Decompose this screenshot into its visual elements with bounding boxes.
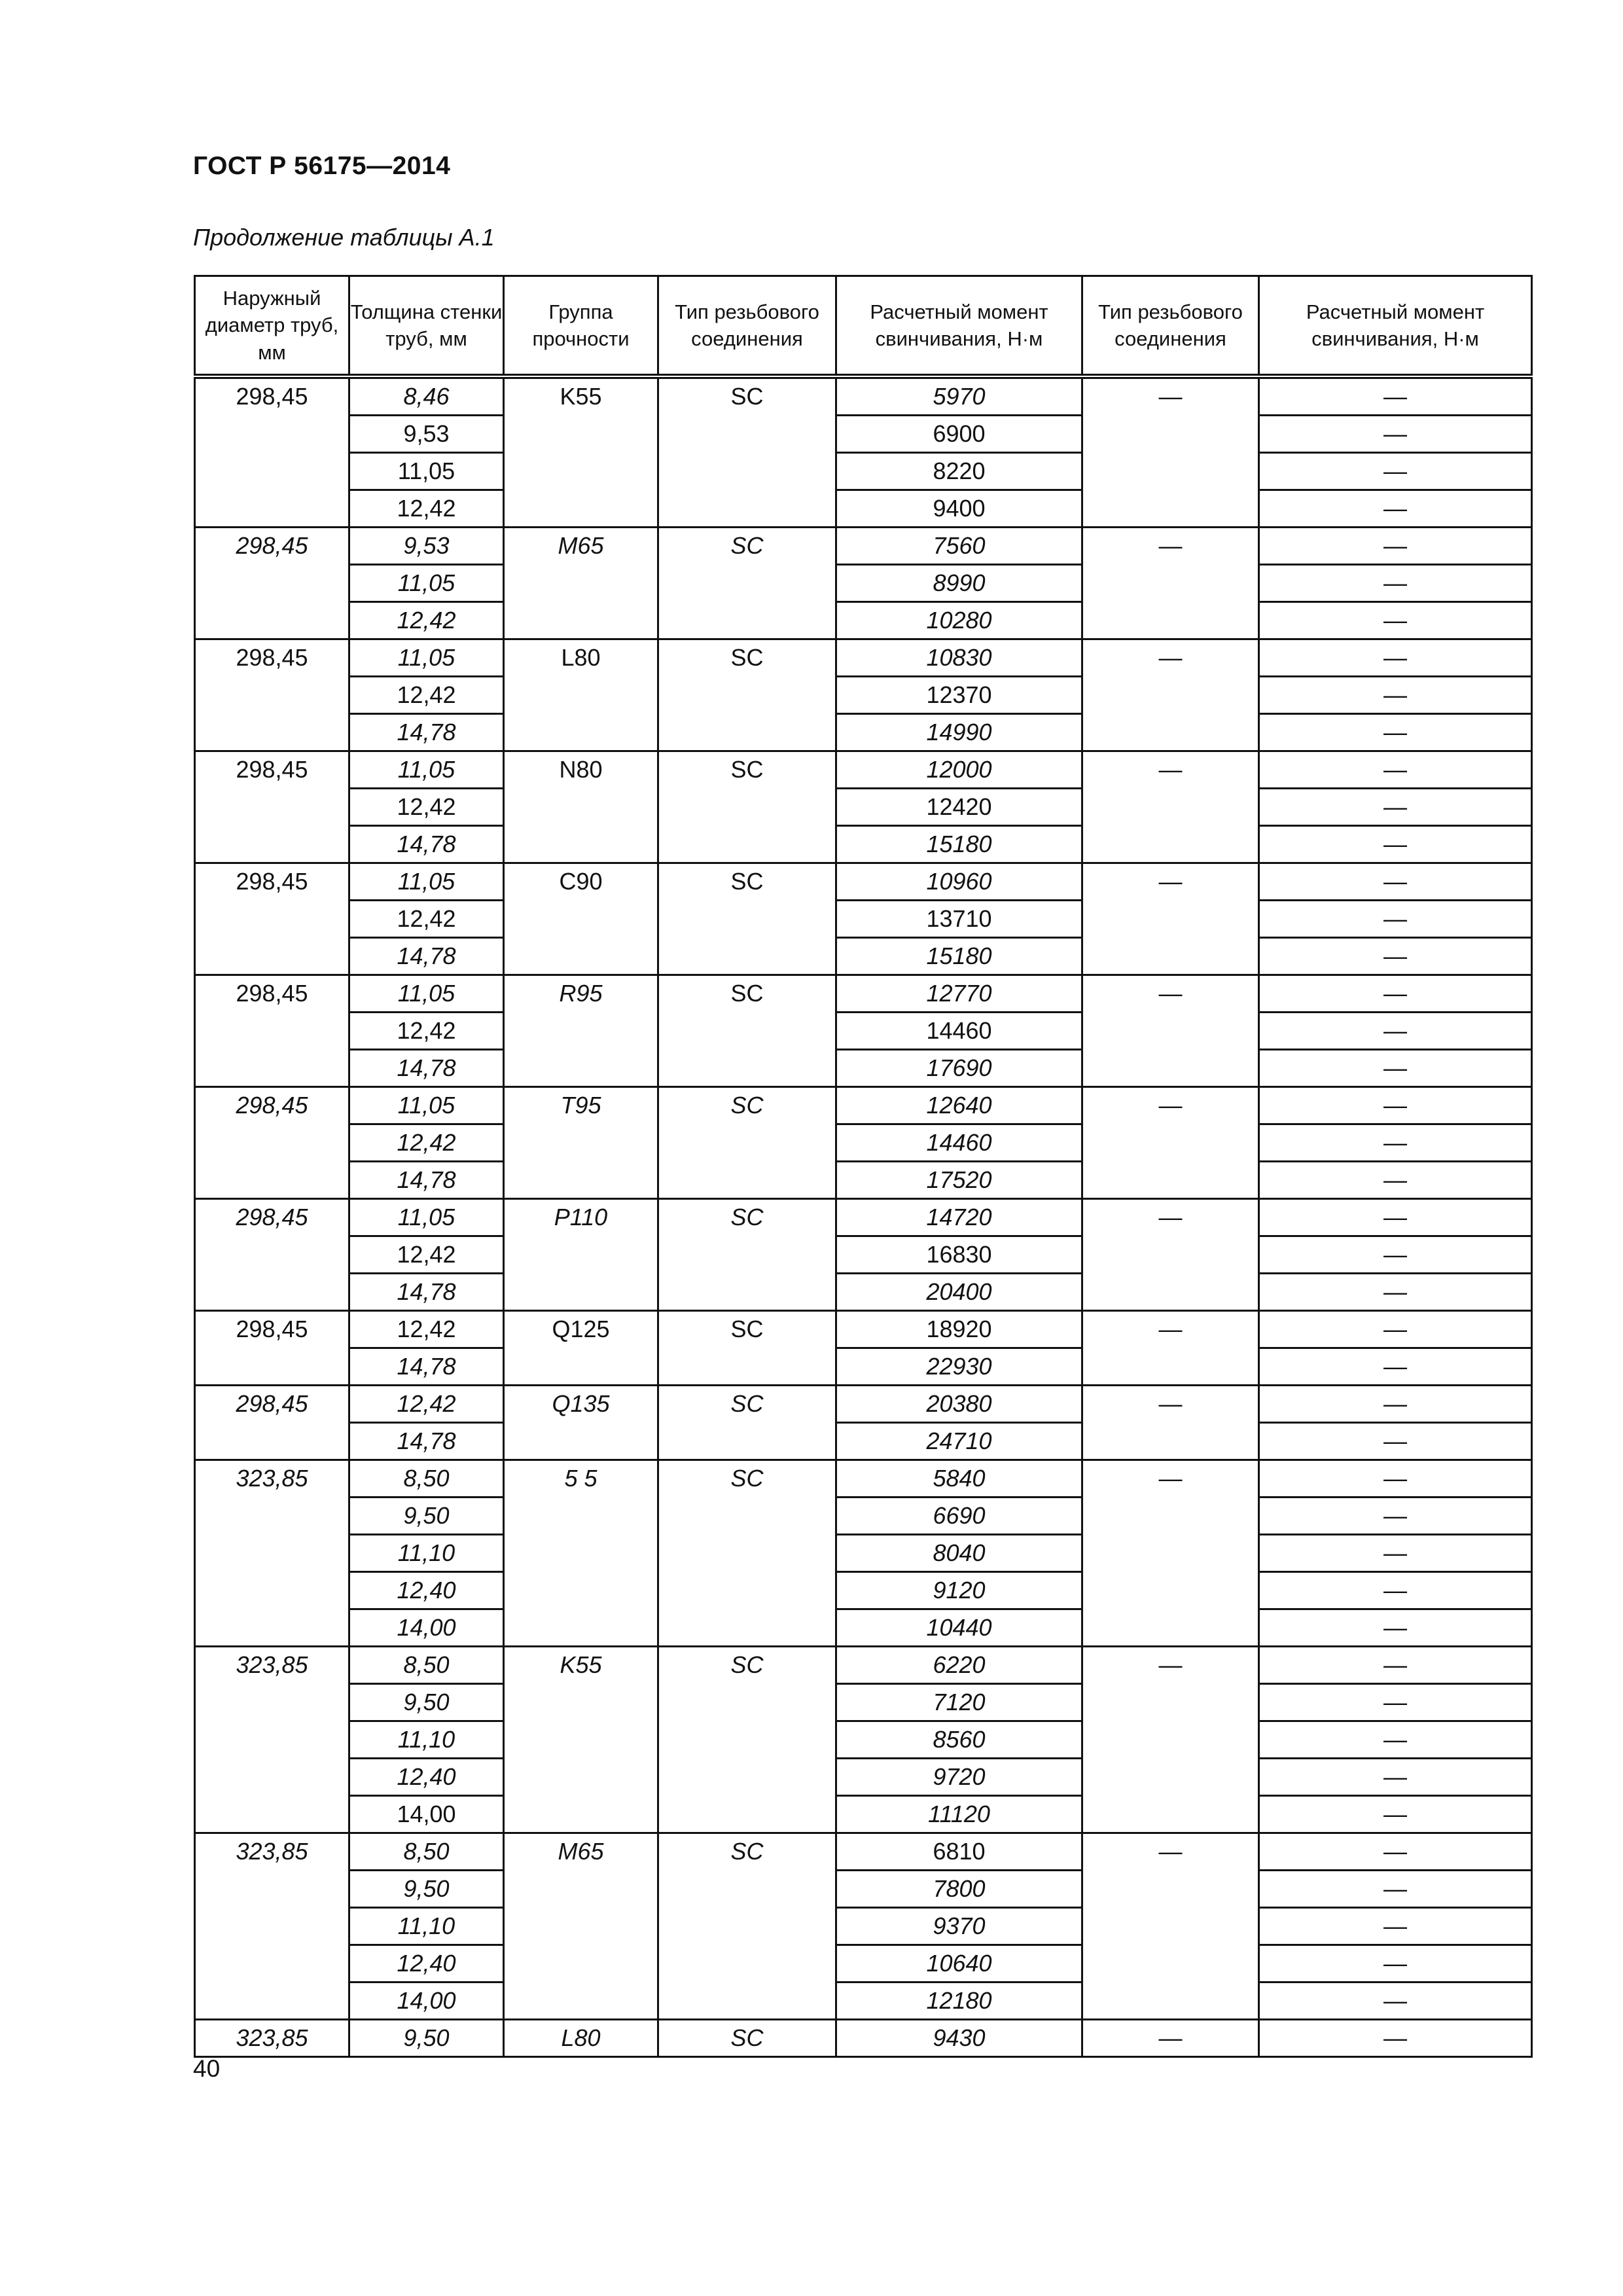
cell-makeup-torque-2: — [1259,1386,1532,1423]
cell-makeup-torque: 12770 [836,975,1082,1013]
cell-wall-thickness: 14,78 [349,938,504,975]
cell-wall-thickness: 14,78 [349,1348,504,1386]
table-row [195,1124,1532,1162]
document-header: ГОСТ Р 56175—2014 [193,152,451,180]
cell-makeup-torque: 24710 [836,1423,1082,1460]
cell-makeup-torque: 6690 [836,1498,1082,1535]
col-header-wall-thickness: Толщина стенки труб, мм [349,276,504,377]
table-row [195,1050,1532,1087]
cell-makeup-torque-2: — [1259,1050,1532,1087]
cell-makeup-torque-2: — [1259,490,1532,528]
cell-makeup-torque-2: — [1259,565,1532,602]
cell-wall-thickness: 11,05 [349,863,504,901]
cell-makeup-torque-2: — [1259,901,1532,938]
cell-makeup-torque-2: — [1259,1124,1532,1162]
cell-makeup-torque-2: — [1259,1236,1532,1274]
cell-makeup-torque: 20400 [836,1274,1082,1311]
cell-thread-type: SC [658,863,836,975]
cell-strength-group: K55 [504,376,658,528]
cell-thread-type-2: — [1082,1833,1259,2020]
table-row [195,1386,1532,1423]
cell-outer-diameter: 323,85 [195,2020,349,2057]
col-header-outer-diameter: Наружный диаметр труб, мм [195,276,349,377]
cell-thread-type-2: — [1082,1647,1259,1833]
cell-makeup-torque: 10440 [836,1609,1082,1647]
cell-wall-thickness: 12,42 [349,490,504,528]
cell-strength-group: T95 [504,1087,658,1199]
table-row [195,1423,1532,1460]
table-row [195,789,1532,826]
table-row [195,1796,1532,1833]
cell-wall-thickness: 11,05 [349,751,504,789]
cell-wall-thickness: 14,78 [349,1274,504,1311]
cell-makeup-torque-2: — [1259,639,1532,677]
cell-wall-thickness: 12,40 [349,1945,504,1982]
cell-thread-type-2: — [1082,975,1259,1087]
table-row [195,376,1532,416]
cell-thread-type-2: — [1082,1386,1259,1460]
cell-wall-thickness: 11,05 [349,565,504,602]
cell-thread-type: SC [658,1833,836,2020]
cell-thread-type-2: — [1082,1460,1259,1647]
cell-makeup-torque: 14460 [836,1124,1082,1162]
table-row [195,826,1532,863]
cell-outer-diameter: 298,45 [195,863,349,975]
table-row [195,863,1532,901]
cell-thread-type: SC [658,528,836,639]
cell-makeup-torque: 7120 [836,1684,1082,1721]
cell-wall-thickness: 9,50 [349,1498,504,1535]
cell-makeup-torque: 10830 [836,639,1082,677]
cell-makeup-torque-2: — [1259,1498,1532,1535]
table-row [195,1274,1532,1311]
cell-wall-thickness: 12,40 [349,1759,504,1796]
cell-strength-group: Q135 [504,1386,658,1460]
cell-wall-thickness: 12,42 [349,677,504,714]
cell-outer-diameter: 323,85 [195,1647,349,1833]
cell-wall-thickness: 11,10 [349,1721,504,1759]
cell-makeup-torque-2: — [1259,714,1532,751]
cell-outer-diameter: 298,45 [195,376,349,528]
cell-makeup-torque-2: — [1259,2020,1532,2057]
cell-wall-thickness: 12,42 [349,789,504,826]
table-row [195,1908,1532,1945]
col-header-thread-type-2: Тип резьбового соединения [1082,276,1259,377]
table-caption: Продолжение таблицы А.1 [193,224,495,251]
cell-thread-type: SC [658,1087,836,1199]
cell-makeup-torque: 9430 [836,2020,1082,2057]
table-row [195,1759,1532,1796]
cell-wall-thickness: 11,05 [349,975,504,1013]
cell-makeup-torque-2: — [1259,1087,1532,1124]
cell-wall-thickness: 11,05 [349,1199,504,1236]
cell-strength-group: P110 [504,1199,658,1311]
cell-thread-type: SC [658,1386,836,1460]
table-row [195,1833,1532,1871]
cell-thread-type-2: — [1082,863,1259,975]
cell-makeup-torque-2: — [1259,863,1532,901]
cell-thread-type-2: — [1082,639,1259,751]
cell-makeup-torque-2: — [1259,1908,1532,1945]
cell-outer-diameter: 323,85 [195,1833,349,2020]
cell-makeup-torque: 13710 [836,901,1082,938]
cell-makeup-torque-2: — [1259,751,1532,789]
page-number: 40 [193,2055,221,2082]
cell-outer-diameter: 298,45 [195,528,349,639]
cell-strength-group: N80 [504,751,658,863]
cell-thread-type: SC [658,639,836,751]
cell-thread-type-2: — [1082,751,1259,863]
table-row [195,1460,1532,1498]
cell-makeup-torque-2: — [1259,602,1532,639]
cell-makeup-torque: 20380 [836,1386,1082,1423]
table-row [195,1498,1532,1535]
cell-makeup-torque: 6220 [836,1647,1082,1684]
table-row [195,677,1532,714]
table-row [195,1311,1532,1348]
cell-makeup-torque-2: — [1259,1348,1532,1386]
cell-makeup-torque: 9720 [836,1759,1082,1796]
cell-makeup-torque-2: — [1259,1423,1532,1460]
table-row [195,1982,1532,2020]
cell-makeup-torque-2: — [1259,938,1532,975]
cell-makeup-torque: 12420 [836,789,1082,826]
cell-strength-group: C90 [504,863,658,975]
cell-wall-thickness: 8,50 [349,1833,504,1871]
cell-makeup-torque: 8560 [836,1721,1082,1759]
cell-thread-type-2: — [1082,1199,1259,1311]
table-body [195,376,1532,2057]
cell-makeup-torque-2: — [1259,1162,1532,1199]
cell-wall-thickness: 8,46 [349,376,504,416]
cell-wall-thickness: 14,78 [349,826,504,863]
cell-makeup-torque-2: — [1259,975,1532,1013]
cell-strength-group: 5 5 [504,1460,658,1647]
cell-makeup-torque: 9120 [836,1572,1082,1609]
table-row [195,1535,1532,1572]
cell-makeup-torque: 17520 [836,1162,1082,1199]
cell-makeup-torque: 18920 [836,1311,1082,1348]
cell-makeup-torque-2: — [1259,1796,1532,1833]
cell-makeup-torque-2: — [1259,1609,1532,1647]
cell-strength-group: L80 [504,2020,658,2057]
cell-makeup-torque-2: — [1259,1945,1532,1982]
col-header-makeup-torque-2: Расчетный момент свинчивания, Н·м [1259,276,1532,377]
cell-makeup-torque-2: — [1259,453,1532,490]
cell-makeup-torque-2: — [1259,1759,1532,1796]
table-row [195,1871,1532,1908]
table-row [195,1609,1532,1647]
cell-makeup-torque: 14720 [836,1199,1082,1236]
cell-outer-diameter: 298,45 [195,639,349,751]
cell-thread-type: SC [658,2020,836,2057]
cell-makeup-torque: 9370 [836,1908,1082,1945]
cell-strength-group: M65 [504,528,658,639]
cell-makeup-torque-2: — [1259,1721,1532,1759]
cell-makeup-torque: 14990 [836,714,1082,751]
table-row [195,490,1532,528]
cell-wall-thickness: 11,10 [349,1535,504,1572]
cell-thread-type: SC [658,1199,836,1311]
cell-makeup-torque: 8220 [836,453,1082,490]
cell-outer-diameter: 323,85 [195,1460,349,1647]
table-row [195,1572,1532,1609]
cell-makeup-torque-2: — [1259,1199,1532,1236]
table-row [195,1162,1532,1199]
table-row [195,714,1532,751]
cell-thread-type-2: — [1082,1087,1259,1199]
cell-wall-thickness: 9,50 [349,1684,504,1721]
cell-thread-type: SC [658,751,836,863]
table-row [195,1945,1532,1982]
cell-strength-group: L80 [504,639,658,751]
cell-makeup-torque-2: — [1259,1460,1532,1498]
cell-makeup-torque: 12370 [836,677,1082,714]
cell-makeup-torque: 10640 [836,1945,1082,1982]
cell-makeup-torque-2: — [1259,677,1532,714]
cell-outer-diameter: 298,45 [195,975,349,1087]
cell-makeup-torque: 17690 [836,1050,1082,1087]
cell-thread-type: SC [658,376,836,528]
table-row [195,751,1532,789]
cell-thread-type: SC [658,975,836,1087]
cell-makeup-torque-2: — [1259,416,1532,453]
cell-makeup-torque: 9400 [836,490,1082,528]
cell-makeup-torque-2: — [1259,1647,1532,1684]
cell-outer-diameter: 298,45 [195,751,349,863]
table-row [195,528,1532,565]
cell-makeup-torque-2: — [1259,826,1532,863]
torque-table [194,275,1533,2058]
cell-makeup-torque-2: — [1259,1833,1532,1871]
table-row [195,901,1532,938]
cell-wall-thickness: 9,50 [349,2020,504,2057]
table-row [195,1199,1532,1236]
cell-wall-thickness: 14,78 [349,1162,504,1199]
table-row [195,1684,1532,1721]
table-row [195,416,1532,453]
table-header [195,276,1532,377]
cell-makeup-torque-2: — [1259,1311,1532,1348]
cell-thread-type-2: — [1082,528,1259,639]
cell-wall-thickness: 12,42 [349,1311,504,1348]
cell-makeup-torque-2: — [1259,376,1532,416]
cell-wall-thickness: 12,42 [349,1013,504,1050]
cell-makeup-torque-2: — [1259,789,1532,826]
cell-makeup-torque-2: — [1259,528,1532,565]
cell-makeup-torque: 8990 [836,565,1082,602]
cell-makeup-torque: 10280 [836,602,1082,639]
cell-makeup-torque: 12000 [836,751,1082,789]
cell-makeup-torque: 7560 [836,528,1082,565]
table-row [195,2020,1532,2057]
cell-wall-thickness: 12,42 [349,1386,504,1423]
table-row [195,639,1532,677]
table-row [195,1087,1532,1124]
cell-outer-diameter: 298,45 [195,1087,349,1199]
table-row [195,1013,1532,1050]
cell-makeup-torque: 12180 [836,1982,1082,2020]
cell-strength-group: M65 [504,1833,658,2020]
cell-thread-type: SC [658,1311,836,1386]
cell-makeup-torque: 15180 [836,826,1082,863]
cell-wall-thickness: 8,50 [349,1460,504,1498]
table-row [195,453,1532,490]
table-row [195,1348,1532,1386]
cell-strength-group: R95 [504,975,658,1087]
cell-wall-thickness: 14,78 [349,714,504,751]
cell-wall-thickness: 12,42 [349,1236,504,1274]
cell-strength-group: K55 [504,1647,658,1833]
header-row [195,276,1532,377]
cell-thread-type-2: — [1082,2020,1259,2057]
cell-makeup-torque: 11120 [836,1796,1082,1833]
cell-wall-thickness: 11,10 [349,1908,504,1945]
cell-makeup-torque: 16830 [836,1236,1082,1274]
cell-wall-thickness: 12,42 [349,1124,504,1162]
cell-makeup-torque-2: — [1259,1871,1532,1908]
cell-thread-type: SC [658,1460,836,1647]
cell-makeup-torque-2: — [1259,1274,1532,1311]
cell-outer-diameter: 298,45 [195,1311,349,1386]
cell-makeup-torque-2: — [1259,1982,1532,2020]
cell-makeup-torque: 10960 [836,863,1082,901]
cell-wall-thickness: 14,78 [349,1050,504,1087]
cell-wall-thickness: 14,00 [349,1982,504,2020]
cell-wall-thickness: 14,00 [349,1609,504,1647]
cell-wall-thickness: 11,05 [349,639,504,677]
cell-makeup-torque: 14460 [836,1013,1082,1050]
cell-wall-thickness: 12,40 [349,1572,504,1609]
cell-makeup-torque: 5970 [836,376,1082,416]
cell-wall-thickness: 11,05 [349,1087,504,1124]
cell-makeup-torque: 8040 [836,1535,1082,1572]
cell-wall-thickness: 9,53 [349,416,504,453]
cell-makeup-torque-2: — [1259,1013,1532,1050]
table-row [195,565,1532,602]
cell-makeup-torque-2: — [1259,1572,1532,1609]
cell-wall-thickness: 9,53 [349,528,504,565]
cell-makeup-torque: 22930 [836,1348,1082,1386]
cell-thread-type-2: — [1082,1311,1259,1386]
col-header-strength-group: Группа прочности [504,276,658,377]
cell-makeup-torque-2: — [1259,1684,1532,1721]
cell-thread-type-2: — [1082,376,1259,528]
cell-wall-thickness: 14,78 [349,1423,504,1460]
col-header-thread-type: Тип резьбового соединения [658,276,836,377]
table-row [195,975,1532,1013]
table-row [195,1647,1532,1684]
cell-wall-thickness: 11,05 [349,453,504,490]
cell-makeup-torque: 6810 [836,1833,1082,1871]
table-row [195,602,1532,639]
cell-wall-thickness: 12,42 [349,602,504,639]
cell-wall-thickness: 9,50 [349,1871,504,1908]
cell-makeup-torque-2: — [1259,1535,1532,1572]
table-row [195,938,1532,975]
cell-makeup-torque: 12640 [836,1087,1082,1124]
cell-makeup-torque: 7800 [836,1871,1082,1908]
table-row [195,1721,1532,1759]
cell-outer-diameter: 298,45 [195,1199,349,1311]
cell-makeup-torque: 15180 [836,938,1082,975]
cell-wall-thickness: 12,42 [349,901,504,938]
cell-wall-thickness: 14,00 [349,1796,504,1833]
table-row [195,1236,1532,1274]
cell-makeup-torque: 6900 [836,416,1082,453]
cell-outer-diameter: 298,45 [195,1386,349,1460]
cell-thread-type: SC [658,1647,836,1833]
cell-makeup-torque: 5840 [836,1460,1082,1498]
cell-wall-thickness: 8,50 [349,1647,504,1684]
col-header-makeup-torque: Расчетный момент свинчивания, Н·м [836,276,1082,377]
cell-strength-group: Q125 [504,1311,658,1386]
